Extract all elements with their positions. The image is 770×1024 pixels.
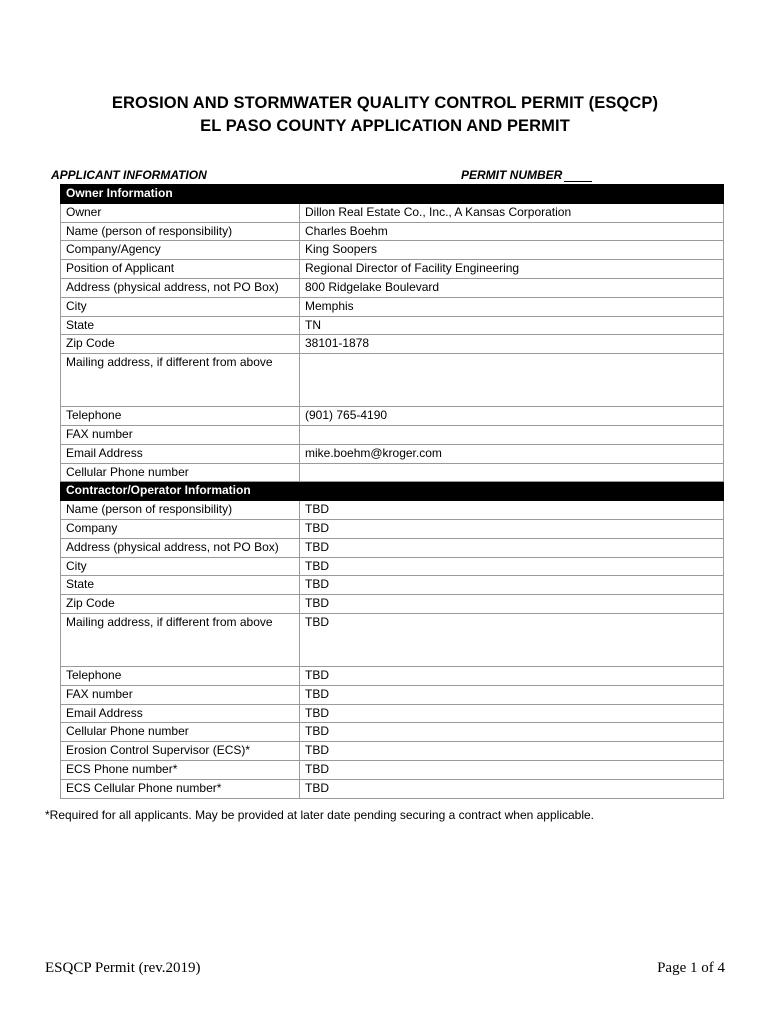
field-value[interactable]: 800 Ridgelake Boulevard (300, 278, 724, 297)
permit-number-field[interactable] (564, 170, 592, 182)
field-value[interactable]: TBD (300, 557, 724, 576)
field-label: Email Address (61, 704, 300, 723)
field-value[interactable]: TBD (300, 538, 724, 557)
field-label: Company (61, 519, 300, 538)
field-label: City (61, 297, 300, 316)
field-value[interactable]: Memphis (300, 297, 724, 316)
table-row (61, 760, 724, 779)
field-value[interactable]: 38101-1878 (300, 335, 724, 354)
field-value[interactable]: TN (300, 316, 724, 335)
table-row (61, 335, 724, 354)
field-label: Name (person of responsibility) (61, 222, 300, 241)
field-label: ECS Phone number* (61, 760, 300, 779)
field-value[interactable]: TBD (300, 723, 724, 742)
field-label: Telephone (61, 666, 300, 685)
field-label: State (61, 316, 300, 335)
field-value[interactable]: TBD (300, 704, 724, 723)
table-row (61, 463, 724, 482)
permit-number-label (461, 168, 592, 182)
field-label: Name (person of responsibility) (61, 501, 300, 520)
table-row (61, 595, 724, 614)
required-footnote: *Required for all applicants. May be provided at later date pending securing a contract when applicable. (45, 808, 594, 822)
table-row (61, 407, 724, 426)
owner-section-header (61, 185, 724, 204)
field-value[interactable]: TBD (300, 666, 724, 685)
table-row (61, 685, 724, 704)
document-subtitle: EL PASO COUNTY APPLICATION AND PERMIT (200, 117, 570, 135)
table-row (61, 278, 724, 297)
field-label: State (61, 576, 300, 595)
field-label: Zip Code (61, 595, 300, 614)
field-value[interactable]: TBD (300, 613, 724, 666)
field-value[interactable]: TBD (300, 576, 724, 595)
field-label: FAX number (61, 685, 300, 704)
field-label: Address (physical address, not PO Box) (61, 538, 300, 557)
section-heading-blank (300, 185, 724, 204)
table-row (61, 576, 724, 595)
table-row (61, 519, 724, 538)
field-value[interactable] (300, 425, 724, 444)
field-label: Position of Applicant (61, 260, 300, 279)
field-label: Email Address (61, 444, 300, 463)
field-label: Mailing address, if different from above (61, 354, 300, 407)
field-value[interactable]: TBD (300, 519, 724, 538)
field-label: City (61, 557, 300, 576)
field-label: Owner (61, 203, 300, 222)
permit-number-text: PERMIT NUMBER (461, 168, 563, 182)
table-row (61, 557, 724, 576)
field-value[interactable]: (901) 765-4190 (300, 407, 724, 426)
table-row (61, 501, 724, 520)
table-row (61, 666, 724, 685)
table-row (61, 241, 724, 260)
document-title: EROSION AND STORMWATER QUALITY CONTROL PERMIT (ESQCP) (111, 94, 659, 112)
footer-page-number: Page 1 of 4 (657, 960, 725, 976)
field-label: Telephone (61, 407, 300, 426)
footer-form-name: ESQCP Permit (rev.2019) (45, 960, 201, 976)
field-value[interactable]: TBD (300, 595, 724, 614)
field-label: Cellular Phone number (61, 723, 300, 742)
contractor-section-header (61, 482, 724, 501)
applicant-information-heading: APPLICANT INFORMATION (51, 168, 207, 182)
field-value[interactable]: Dillon Real Estate Co., Inc., A Kansas Corporation (300, 203, 724, 222)
field-value[interactable]: TBD (300, 685, 724, 704)
field-label: FAX number (61, 425, 300, 444)
table-row (61, 203, 724, 222)
field-value[interactable]: TBD (300, 779, 724, 798)
table-row (61, 723, 724, 742)
field-value[interactable]: TBD (300, 501, 724, 520)
table-row (61, 742, 724, 761)
field-value[interactable]: Charles Boehm (300, 222, 724, 241)
table-row (61, 260, 724, 279)
application-form-table (60, 184, 724, 799)
field-value[interactable] (300, 354, 724, 407)
field-label: Company/Agency (61, 241, 300, 260)
field-label: ECS Cellular Phone number* (61, 779, 300, 798)
table-row (61, 779, 724, 798)
field-label: Erosion Control Supervisor (ECS)* (61, 742, 300, 761)
field-value[interactable]: Regional Director of Facility Engineering (300, 260, 724, 279)
table-row (61, 425, 724, 444)
table-row (61, 444, 724, 463)
field-label: Address (physical address, not PO Box) (61, 278, 300, 297)
section-heading: Contractor/Operator Information (61, 482, 300, 501)
table-row (61, 704, 724, 723)
table-row (61, 354, 724, 407)
field-value[interactable]: mike.boehm@kroger.com (300, 444, 724, 463)
field-value[interactable]: TBD (300, 760, 724, 779)
table-row (61, 222, 724, 241)
field-value[interactable]: TBD (300, 742, 724, 761)
table-row (61, 613, 724, 666)
section-heading-blank (300, 482, 724, 501)
section-heading: Owner Information (61, 185, 300, 204)
table-row (61, 316, 724, 335)
field-label: Mailing address, if different from above (61, 613, 300, 666)
field-value[interactable] (300, 463, 724, 482)
field-value[interactable]: King Soopers (300, 241, 724, 260)
field-label: Cellular Phone number (61, 463, 300, 482)
field-label: Zip Code (61, 335, 300, 354)
table-row (61, 297, 724, 316)
table-row (61, 538, 724, 557)
